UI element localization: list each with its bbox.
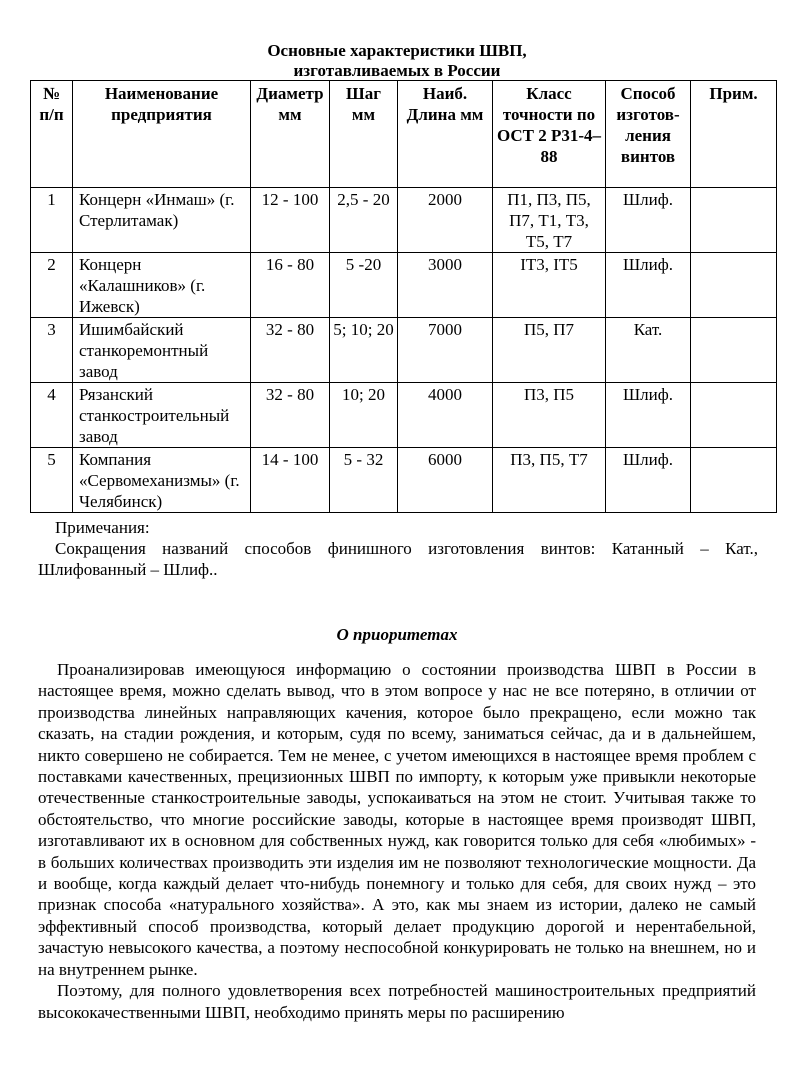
table-title [0, 41, 794, 81]
cell-step: 5 - 32 [330, 448, 398, 513]
header-max-length: Наиб. Длина мм [398, 81, 493, 188]
table-row [31, 448, 777, 513]
cell-diameter: 16 - 80 [251, 253, 330, 318]
cell-length: 2000 [398, 188, 493, 253]
cell-accuracy-class: П3, П5, Т7 [493, 448, 606, 513]
notes-text: Сокращения названий способов финишного изготовления винтов: Катанный – Кат., Шлифованный – Шлиф.. [38, 539, 758, 579]
cell-step: 10; 20 [330, 383, 398, 448]
cell-method: Шлиф. [606, 253, 691, 318]
cell-length: 3000 [398, 253, 493, 318]
header-note: Прим. [691, 81, 777, 188]
paragraph: Поэтому, для полного удовлетворения всех потребностей машиностроительных предприятий высококачественными ШВП, необходимо принять меры по расширению [38, 981, 756, 1022]
cell-diameter: 32 - 80 [251, 318, 330, 383]
table-row [31, 188, 777, 253]
cell-note [691, 448, 777, 513]
header-enterprise: Наименование предприятия [73, 81, 251, 188]
cell-length: 6000 [398, 448, 493, 513]
cell-note [691, 253, 777, 318]
cell-note [691, 318, 777, 383]
cell-length: 7000 [398, 318, 493, 383]
notes-title: Примечания: [55, 518, 150, 537]
table-row [31, 253, 777, 318]
section-heading: О приоритетах [336, 625, 458, 644]
table-row [31, 383, 777, 448]
characteristics-table [30, 80, 777, 513]
cell-number: 5 [31, 448, 73, 513]
cell-method: Шлиф. [606, 448, 691, 513]
table-notes [38, 517, 758, 580]
cell-number: 3 [31, 318, 73, 383]
cell-step: 5 -20 [330, 253, 398, 318]
table-title-line2: изготавливаемых в России [293, 61, 501, 80]
cell-diameter: 32 - 80 [251, 383, 330, 448]
cell-note [691, 188, 777, 253]
body-text [38, 659, 756, 1023]
header-diameter: Диаметр мм [251, 81, 330, 188]
cell-enterprise: Рязанский станкостроительный завод [73, 383, 251, 448]
cell-accuracy-class: IТ3, IТ5 [493, 253, 606, 318]
header-step: Шаг мм [330, 81, 398, 188]
cell-accuracy-class: П1, П3, П5, П7, Т1, Т3, Т5, Т7 [493, 188, 606, 253]
cell-enterprise: Концерн «Калашников» (г. Ижевск) [73, 253, 251, 318]
cell-enterprise: Ишимбайский станкоремонтный завод [73, 318, 251, 383]
cell-note [691, 383, 777, 448]
cell-step: 2,5 - 20 [330, 188, 398, 253]
cell-accuracy-class: П5, П7 [493, 318, 606, 383]
header-method: Способ изготов-ления винтов [606, 81, 691, 188]
cell-diameter: 12 - 100 [251, 188, 330, 253]
cell-method: Шлиф. [606, 188, 691, 253]
cell-accuracy-class: П3, П5 [493, 383, 606, 448]
cell-diameter: 14 - 100 [251, 448, 330, 513]
cell-number: 1 [31, 188, 73, 253]
cell-enterprise: Концерн «Инмаш» (г. Стерлитамак) [73, 188, 251, 253]
cell-number: 4 [31, 383, 73, 448]
table-title-line1: Основные характеристики ШВП, [267, 41, 527, 60]
cell-number: 2 [31, 253, 73, 318]
header-number: № п/п [31, 81, 73, 188]
header-accuracy-class: Класс точности по ОСТ 2 Р31-4–88 [493, 81, 606, 188]
cell-enterprise: Компания «Сервомеханизмы» (г. Челябинск) [73, 448, 251, 513]
cell-step: 5; 10; 20 [330, 318, 398, 383]
cell-length: 4000 [398, 383, 493, 448]
cell-method: Шлиф. [606, 383, 691, 448]
paragraph: Проанализировав имеющуюся информацию о состоянии производства ШВП в России в настоящее время, можно сделать вывод, что в этом вопросе у нас не все потеряно, в отличии от производства линейных направляющих качения, которое было прекращено, если можно так сказать, на стадии рождения, и которым, судя по всему, заниматься сейчас, да и в дальнейшем, никто совершено не собирается. Тем не менее, с учетом имеющихся в настоящее время проблем с поставками качественных, прецизионных ШВП по импорту, к которым уже привыкли некоторые отечественные станкостроительные заводы, успокаиваться на этом не стоит. Учитывая также то обстоятельство, что многие российские заводы, которые в настоящее время производят ШВП, изготавливают их в основном для собственных нужд, как говорится только для себя «любимых» - в больших количествах производить эти изделия им не позволяют технологические мощности. Да и вообще, когда каждый делает что-нибудь понемногу и только для себя, для своих нужд – это признак способа «натурального хозяйства». А это, как мы знаем из истории, далеко не самый эффективный способ производства, который делает продукцию дорогой и нерентабельной, зачастую невысокого качества, а поэтому неспособной конкурировать не только на внешнем, но и на внутреннем рынке. [38, 660, 756, 979]
cell-method: Кат. [606, 318, 691, 383]
table-header-row [31, 81, 777, 188]
table-row [31, 318, 777, 383]
